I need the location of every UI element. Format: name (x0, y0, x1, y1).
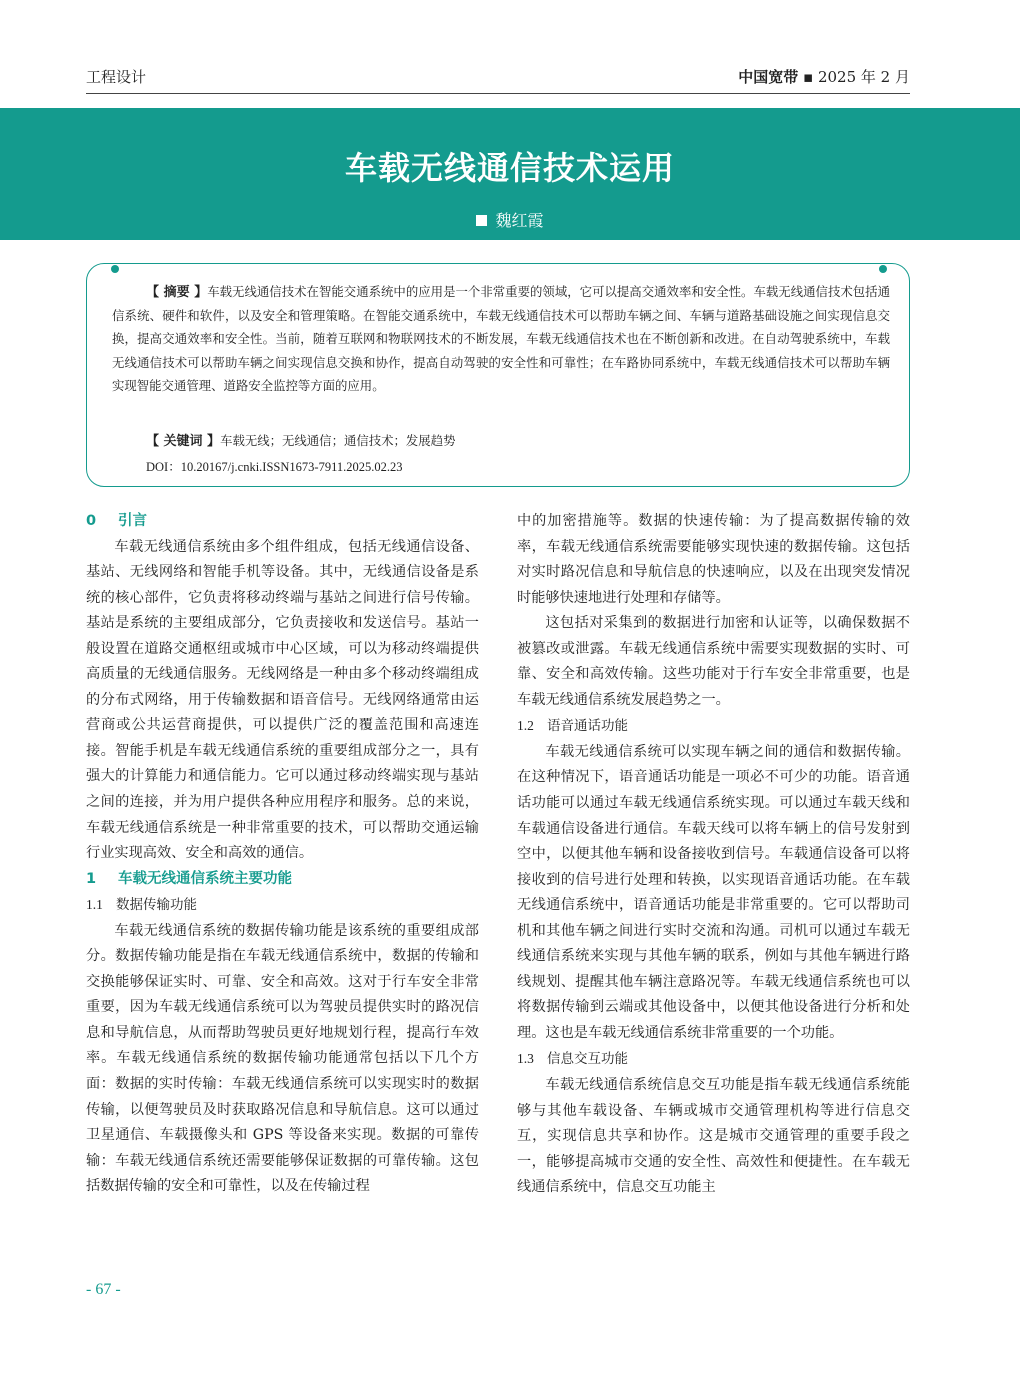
issue-date: 2025 年 2 月 (817, 68, 910, 86)
section-label: 工程设计 (86, 68, 147, 86)
header-separator: ▪ (803, 68, 814, 86)
paragraph-data-transfer: 车载无线通信系统的数据传输功能是该系统的重要组成部分。数据传输功能是指在车载无线通信系统中，数据的传输和交换能够保证实时、可靠、安全和高效。这对于行车安全非常重要，因为车载无线通信系统可以为驾驶员提供实时的路况信息和导航信息，从而帮助驾驶员更好地规划行程，提高行车效率。车载无线通信系统的数据传输功能通常包括以下几个方面：数据的实时传输：车载无线通信系统可以实现实时的数据传输，以便驾驶员及时获取路况信息和导航信息。这可以通过卫星通信、车载摄像头和 GPS 等设备来实现。数据的可靠传输：车载无线通信系统还需要能够保证数据的可靠传输。这包括数据传输的安全和可靠性，以及在传输过程 (86, 922, 479, 1195)
heading-title: 车载无线通信系统主要功能 (118, 870, 292, 887)
heading-number: 1 (86, 870, 97, 887)
journal-header (738, 66, 910, 87)
left-column (86, 509, 479, 1200)
heading-title: 数据传输功能 (116, 897, 197, 914)
header-rule (86, 93, 910, 94)
paragraph-data-transfer-cont: 中的加密措施等。数据的快速传输：为了提高数据传输的效率，车载无线通信系统需要能够实现快速的数据传输。这包括对实时路况信息和导航信息的快速响应，以及在出现突发情况时能够快速地进行处理和存储等。 (517, 513, 910, 606)
author-name: 魏红霞 (495, 211, 544, 230)
abstract-label: 【 摘要 】 (146, 285, 208, 300)
subsection-heading-1-2 (517, 713, 910, 740)
article-title: 车载无线通信技术运用 (344, 149, 675, 187)
dot-right-icon (879, 265, 887, 273)
dot-left-icon (111, 265, 119, 273)
paragraph-encryption: 这包括对采集到的数据进行加密和认证等，以确保数据不被篡改或泄露。车载无线通信系统中需要实现数据的实时、可靠、安全和高效传输。这些功能对于行车安全非常重要，也是车载无线通信系统发展趋势之一。 (517, 615, 910, 708)
heading-title: 信息交互功能 (547, 1051, 628, 1068)
doi: DOI：10.20167/j.cnki.ISSN1673-7911.2025.02.23 (146, 460, 403, 474)
paragraph-info-exchange: 车载无线通信系统信息交互功能是指车载无线通信系统能够与其他车载设备、车辆或城市交通管理机构等进行信息交互，实现信息共享和协作。这是城市交通管理的重要手段之一，能够提高城市交通的安全性、高效性和便捷性。在车载无线通信系统中，信息交互功能主 (517, 1077, 910, 1196)
heading-number: 0 (86, 513, 97, 529)
heading-number: 1.1 (86, 897, 103, 913)
right-column (517, 509, 910, 1201)
abstract-text: 车载无线通信技术在智能交通系统中的应用是一个非常重要的领域，它可以提高交通效率和安全性。车载无线通信技术包括通信系统、硬件和软件，以及安全和管理策略。在智能交通系统中，车载无线通信技术可以帮助车辆之间、车辆与道路基础设施之间实现信息交换，提高交通效率和安全性。当前，随着互联网和物联网技术的不断发展，车载无线通信技术也在不断创新和改进。在自动驾驶系统中，车载无线通信技术可以帮助车辆之间实现信息交换和协作，提高自动驾驶的安全性和可靠性；在车路协同系统中，车载无线通信技术可以帮助车辆实现智能交通管理、道路安全监控等方面的应用。 (112, 284, 890, 393)
square-bullet-icon (476, 215, 487, 226)
page-number: - 67 - (86, 1281, 121, 1298)
abstract (112, 280, 890, 397)
subsection-heading-1-3 (517, 1046, 910, 1073)
heading-number: 1.2 (517, 718, 534, 734)
heading-title: 引言 (118, 513, 147, 529)
author-line (0, 208, 1020, 231)
journal-name: 中国宽带 (738, 68, 799, 86)
paragraph-voice-call: 车载无线通信系统可以实现车辆之间的通信和数据传输。在这种情况下，语音通话功能是一项必不可少的功能。语音通话功能可以通过车载无线通信系统实现。可以通过车载天线和车载通信设备进行通信。车载天线可以将车辆上的信号发射到空中，以便其他车辆和设备接收到信号。车载通信设备可以将接收到的信号进行处理和转换，以实现语音通话功能。在车载无线通信系统中，语音通话功能是非常重要的。它可以帮助司机和其他车辆之间进行实时交流和沟通。司机可以通过车载无线通信系统来实现与其他车辆的联系，例如与其他车辆进行路线规划、提醒其他车辆注意路况等。车载无线通信系统也可以将数据传输到云端或其他设备中，以便其他设备进行分析和处理。这也是车载无线通信系统非常重要的一个功能。 (517, 743, 910, 1041)
paragraph-intro: 车载无线通信系统由多个组件组成，包括无线通信设备、基站、无线网络和智能手机等设备。其中，无线通信设备是系统的核心部件，它负责将移动终端与基站之间进行信号传输。基站是系统的主要组成部分，它负责接收和发送信号。基站一般设置在道路交通枢纽或城市中心区域，可以为移动终端提供高质量的无线通信服务。无线网络是一种由多个移动终端组成的分布式网络，用于传输数据和语音信号。无线网络通常由运营商或公共运营商提供，可以提供广泛的覆盖范围和高速连接。智能手机是车载无线通信系统的重要组成部分之一，具有强大的计算能力和通信能力。它可以通过移动终端实现与基站之间的连接，并为用户提供各种应用程序和服务。总的来说，车载无线通信系统是一种非常重要的技术，可以帮助交通运输行业实现高效、安全和高效的通信。 (86, 538, 479, 862)
keywords-text: 车载无线；无线通信；通信技术；发展趋势 (220, 433, 456, 448)
heading-title: 语音通话功能 (547, 718, 628, 735)
keywords-label: 【 关键词 】 (146, 434, 221, 449)
heading-number: 1.3 (517, 1051, 534, 1067)
section-heading-intro (86, 509, 479, 535)
section-heading-1 (86, 867, 479, 893)
keywords (146, 430, 455, 449)
subsection-heading-1-1 (86, 892, 479, 919)
